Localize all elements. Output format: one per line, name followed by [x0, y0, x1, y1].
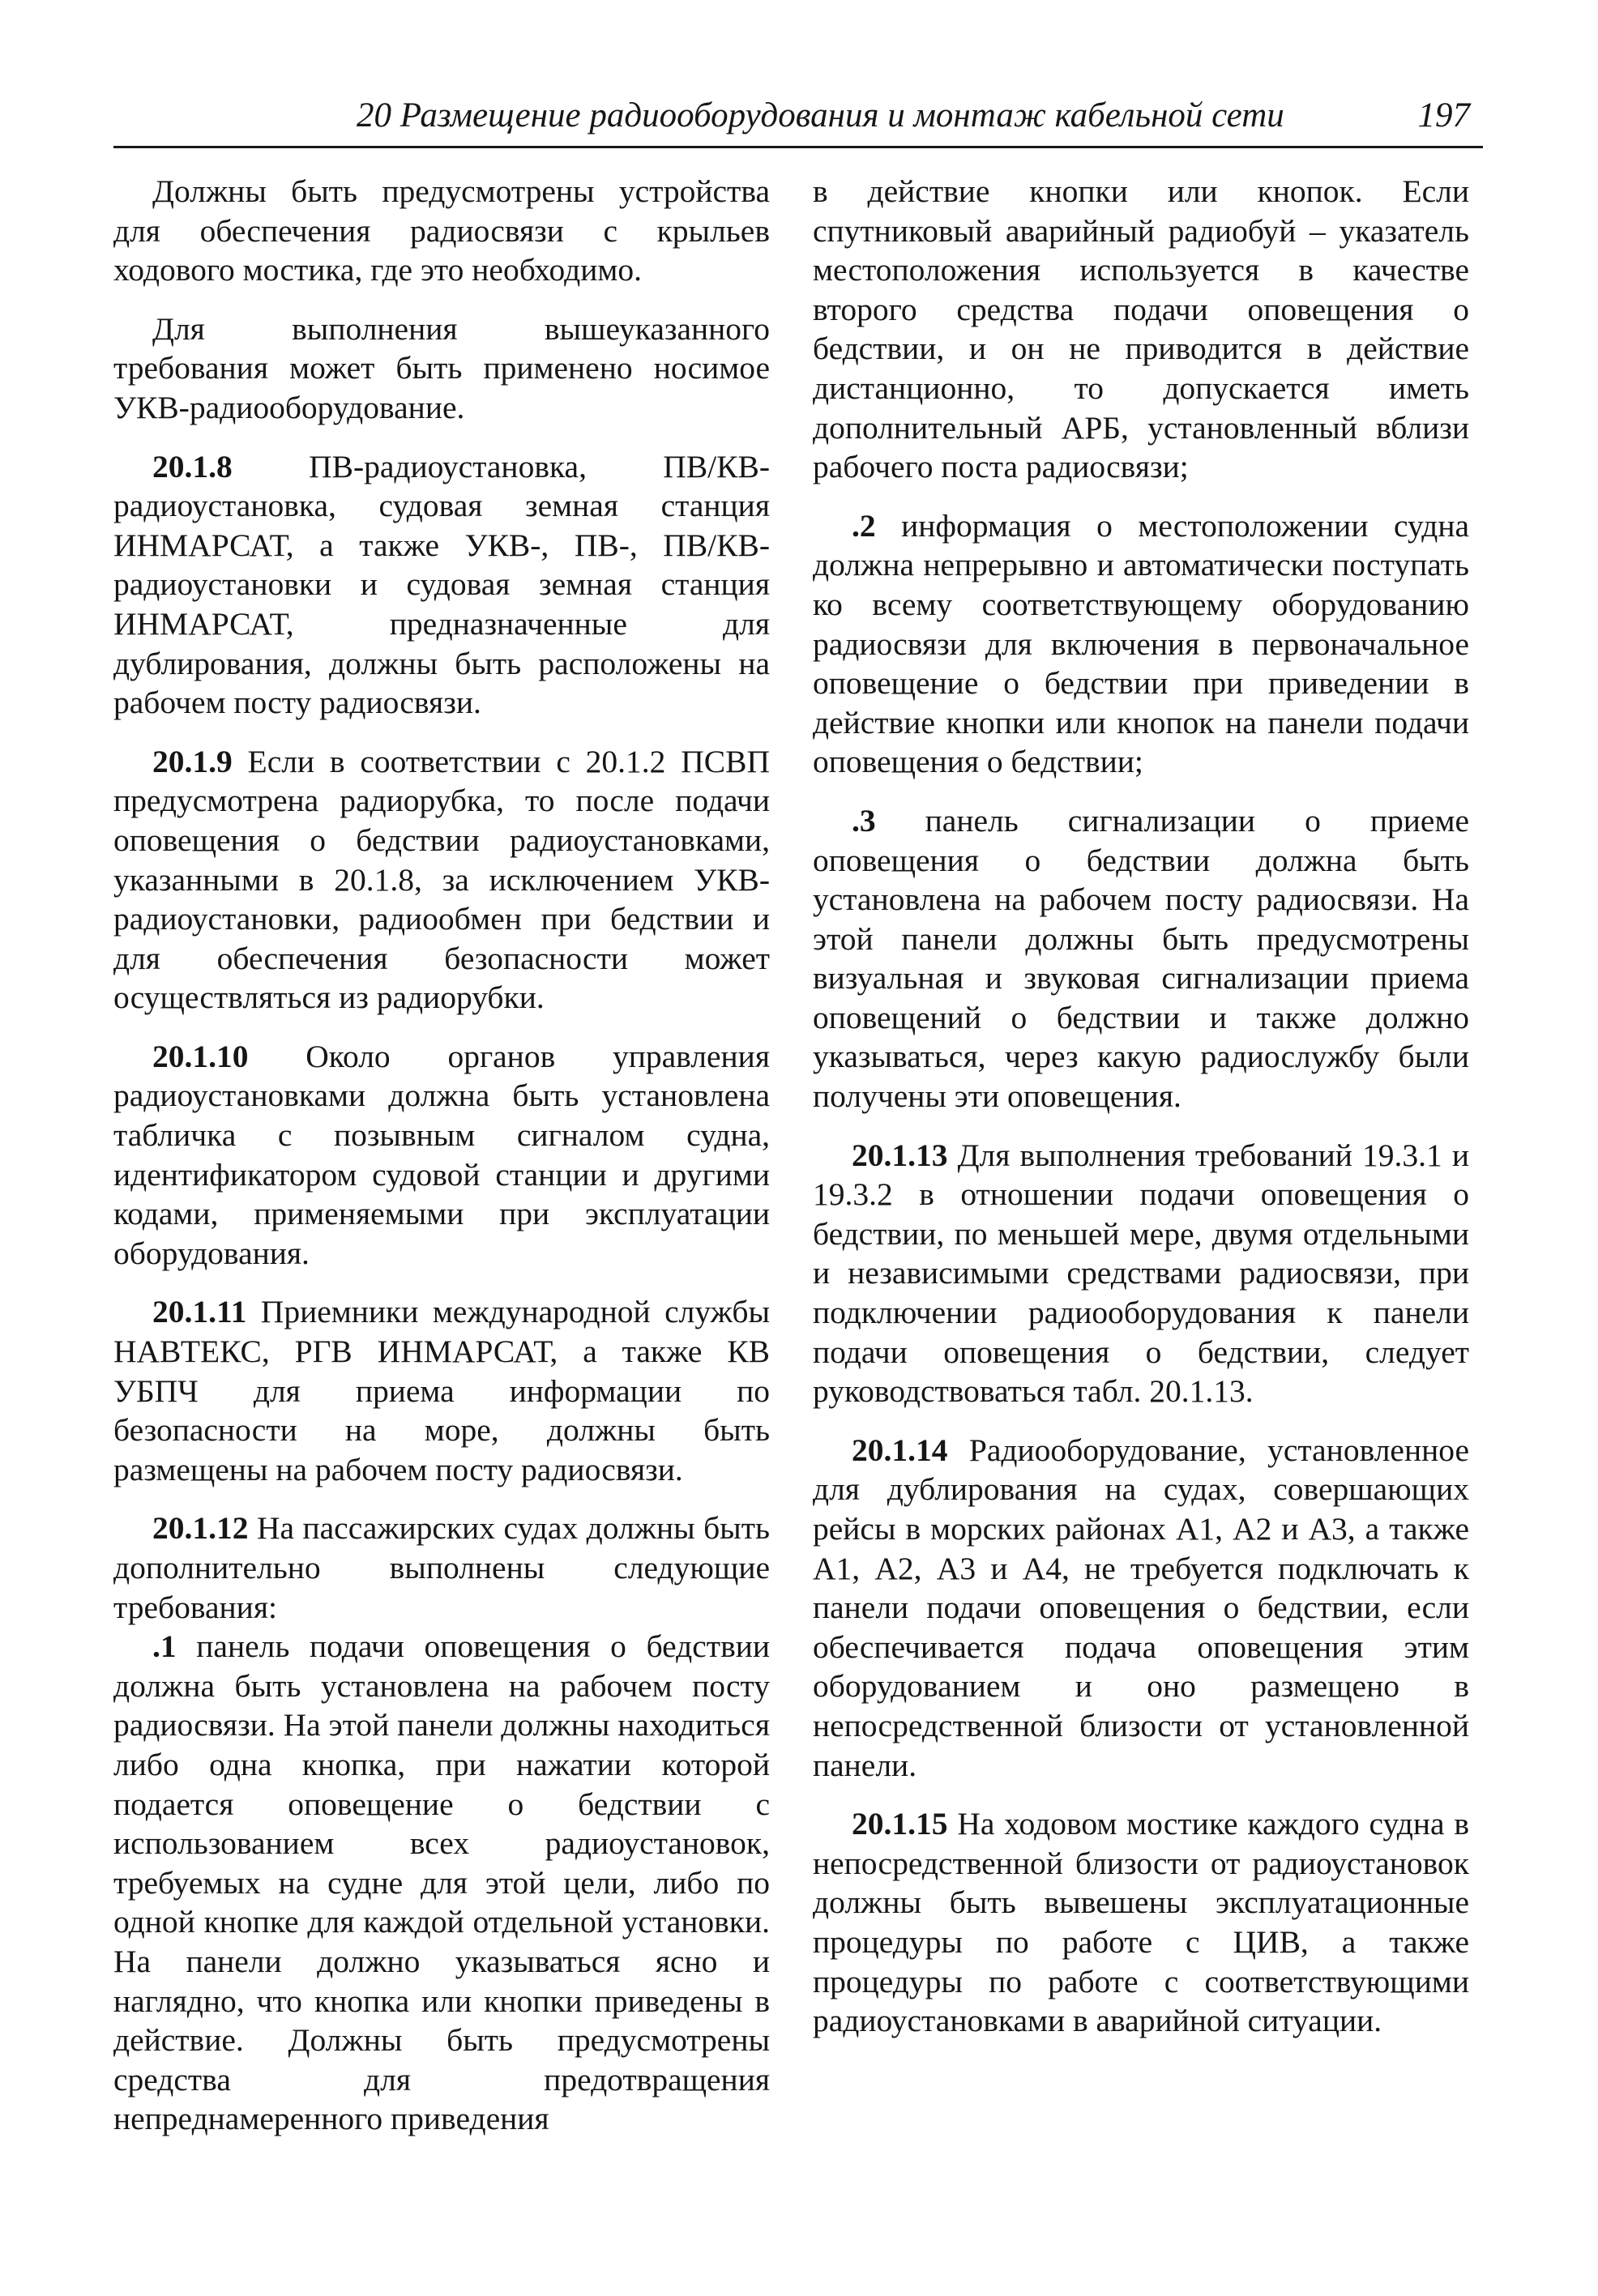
paragraph-text: в действие кнопки или кнопок. Если спутниковый аварийный радиобуй – указатель местоположения используется в качестве второго средства подачи оповещения о бедствии, и он не приводится в действие дистанционно, то допускается иметь дополнительный АРБ, установленный вблизи рабочего поста радиосвязи; [813, 173, 1469, 485]
paragraph [813, 172, 1469, 487]
paragraph-text: На пассажирских судах должны быть дополнительно выполнены следующие требования: [113, 1510, 770, 1625]
page-number: 197 [1417, 96, 1470, 134]
clause-number: 20.1.15 [852, 1806, 948, 1842]
header-title: 20 Размещение радиооборудования и монтаж кабельной сети [357, 96, 1284, 134]
paragraph [113, 1292, 770, 1489]
clause-number: .3 [852, 802, 876, 839]
paragraph-text: ПВ-радиоустановка, ПВ/КВ-радиоустановка, судовая земная станция ИНМАРСАТ, а также УКВ-, ПВ-, ПВ/КВ-радиоустановки и судовая земная станция ИНМАРСАТ, предназначенные для дублирования, должны быть расположены на рабочем посту радиосвязи. [113, 448, 770, 721]
clause-number: 20.1.14 [852, 1432, 948, 1468]
left-column [113, 172, 770, 2139]
paragraph [813, 1431, 1469, 1785]
paragraph [113, 447, 770, 723]
paragraph [813, 506, 1469, 782]
paragraph [813, 801, 1469, 1116]
paragraph-text: На ходовом мостике каждого судна в непосредственной близости от радиоустановок должны быть вывешены эксплуатационные процедуры по работе с ЦИВ, а также процедуры по работе с соответствующими радиоустановками в аварийной ситуации. [813, 1806, 1469, 2039]
clause-number: 20.1.10 [152, 1038, 249, 1074]
paragraph-text: Приемники международной службы НАВТЕКС, РГВ ИНМАРСАТ, а также КВ УБПЧ для приема информации по безопасности на море, должны быть размещены на рабочем посту радиосвязи. [113, 1294, 770, 1487]
paragraph [113, 172, 770, 290]
paragraph [113, 1037, 770, 1274]
paragraph-text: Около органов управления радиоустановками должна быть установлена табличка с позывным сигналом судна, идентификатором судовой станции и другими кодами, применяемыми при эксплуатации оборудования. [113, 1038, 770, 1271]
paragraph [113, 1627, 770, 2139]
running-header [113, 91, 1483, 148]
right-column [813, 172, 1469, 2041]
paragraph-text: Должны быть предусмотрены устройства для обеспечения радиосвязи с крыльев ходового мостика, где это необходимо. [113, 173, 770, 288]
paragraph [813, 1136, 1469, 1411]
paragraph [113, 1509, 770, 1627]
clause-number: 20.1.11 [152, 1294, 247, 1330]
paragraph-text: Для выполнения вышеуказанного требования может быть применено носимое УКВ-радиооборудование. [113, 310, 770, 425]
paragraph-text: панель сигнализации о приеме оповещения о бедствии должна быть установлена на рабочем посту радиосвязи. На этой панели должны быть предусмотрены визуальная и звуковая сигнализации приема оповещений о бедствии и также должно указываться, через какую радиослужбу были получены эти оповещения. [813, 802, 1469, 1115]
clause-number: .2 [852, 507, 876, 544]
clause-number: 20.1.9 [152, 743, 233, 779]
paragraph [113, 742, 770, 1018]
paragraph-text: Радиооборудование, установленное для дублирования на судах, совершающих рейсы в морских районах А1, А2 и А3, а также А1, А2, А3 и А4, не требуется подключать к панели подачи оповещения о бедствии, если обеспечивается подача оповещения этим оборудованием и оно размещено в непосредственной близости от установленной панели. [813, 1432, 1469, 1783]
paragraph [113, 309, 770, 428]
clause-number: 20.1.12 [152, 1510, 249, 1547]
clause-number: .1 [152, 1628, 177, 1665]
clause-number: 20.1.8 [152, 448, 233, 484]
paragraph-text: Если в соответствии с 20.1.2 ПСВП предусмотрена радиорубка, то после подачи оповещения о бедствии радиоустановками, указанными в 20.1.8, за исключением УКВ-радиоустановки, радиообмен при бедствии и для обеспечения безопасности может осуществляться из радиорубки. [113, 743, 770, 1016]
paragraph-text: Для выполнения требований 19.3.1 и 19.3.2 в отношении подачи оповещения о бедствии, по меньшей мере, двумя отдельными и независимыми средствами радиосвязи, при подключении радиооборудования к панели подачи оповещения о бедствии, следует руководствоваться табл. 20.1.13. [813, 1137, 1469, 1410]
paragraph [813, 1804, 1469, 2041]
paragraph-text: информация о местоположении судна должна непрерывно и автоматически поступать ко всему соответствующему оборудованию радиосвязи для включения в первоначальное оповещение о бедствии при приведении в действие кнопки или кнопок на панели подачи оповещения о бедствии; [813, 507, 1469, 780]
paragraph-text: панель подачи оповещения о бедствии должна быть установлена на рабочем посту радиосвязи. На этой панели должны находиться либо одна кнопка, при нажатии которой подается оповещение о бедствии с использованием всех радиоустановок, требуемых на судне для этой цели, либо по одной кнопке для каждой отдельной установки. На панели должно указываться ясно и наглядно, что кнопка или кнопки приведены в действие. Должны быть предусмотрены средства для предотвращения непреднамеренного приведения [113, 1628, 770, 2137]
clause-number: 20.1.13 [852, 1137, 948, 1173]
